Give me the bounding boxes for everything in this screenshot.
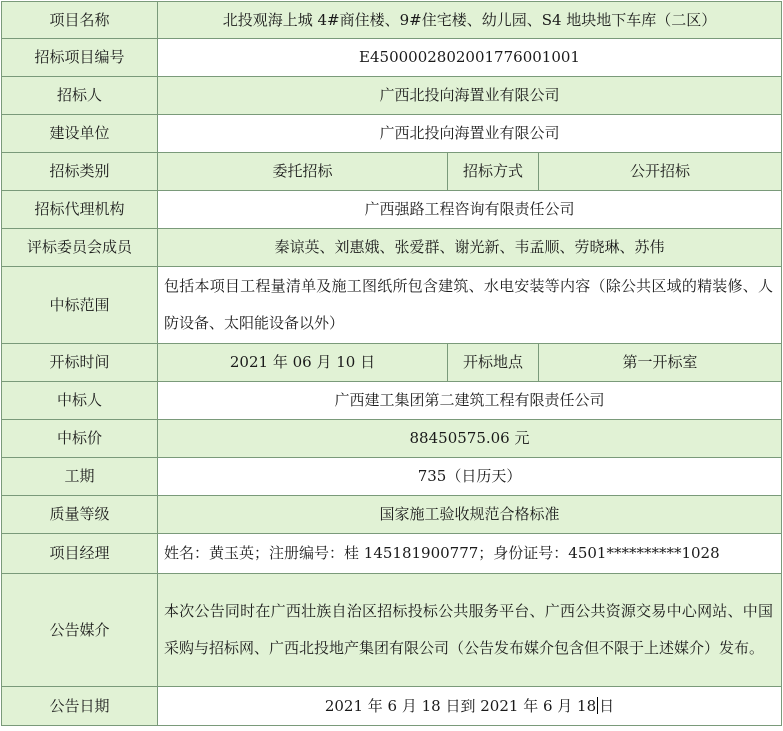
label-manager: 项目经理: [2, 534, 158, 574]
value-winner: 广西建工集团第二建筑工程有限责任公司: [158, 382, 782, 420]
label-builder: 建设单位: [2, 115, 158, 153]
value-quality: 国家施工验收规范合格标准: [158, 496, 782, 534]
label-tender-no: 招标项目编号: [2, 39, 158, 77]
row-notice-date: [2, 687, 782, 726]
label-committee: 评标委员会成员: [2, 229, 158, 267]
row-manager: [2, 534, 782, 574]
award-notice-table: [1, 1, 782, 726]
label-scope: 中标范围: [2, 267, 158, 344]
row-committee: [2, 229, 782, 267]
value-scope: 包括本项目工程量清单及施工图纸所包含建筑、水电安装等内容（除公共区域的精装修、人防设备、太阳能设备以外）: [158, 267, 782, 344]
label-quality: 质量等级: [2, 496, 158, 534]
value-notice-date: [158, 687, 782, 726]
value-opening-place: 第一开标室: [539, 344, 782, 382]
label-tender-method: 招标方式: [448, 153, 539, 191]
value-agency: 广西强路工程咨询有限责任公司: [158, 191, 782, 229]
label-project-name: 项目名称: [2, 2, 158, 39]
value-builder: 广西北投向海置业有限公司: [158, 115, 782, 153]
row-period: [2, 458, 782, 496]
row-scope: [2, 267, 782, 344]
row-opening: [2, 344, 782, 382]
label-notice-date: 公告日期: [2, 687, 158, 726]
value-tender-method: 公开招标: [539, 153, 782, 191]
label-media: 公告媒介: [2, 574, 158, 687]
text-cursor: [597, 697, 598, 714]
row-tender-type: [2, 153, 782, 191]
row-builder: [2, 115, 782, 153]
label-agency: 招标代理机构: [2, 191, 158, 229]
row-quality: [2, 496, 782, 534]
value-tenderer: 广西北投向海置业有限公司: [158, 77, 782, 115]
row-tenderer: [2, 77, 782, 115]
label-tenderer: 招标人: [2, 77, 158, 115]
row-agency: [2, 191, 782, 229]
label-price: 中标价: [2, 420, 158, 458]
label-opening-place: 开标地点: [448, 344, 539, 382]
value-opening-time: 2021 年 06 月 10 日: [158, 344, 448, 382]
value-manager: 姓名：黄玉英；注册编号：桂 145181900777；身份证号：4501**********1028: [158, 534, 782, 574]
value-media: 本次公告同时在广西壮族自治区招标投标公共服务平台、广西公共资源交易中心网站、中国采购与招标网、广西北投地产集团有限公司（公告发布媒介包含但不限于上述媒介）发布。: [158, 574, 782, 687]
value-project-name: 北投观海上城 4#商住楼、9#住宅楼、幼儿园、S4 地块地下车库（二区）: [158, 2, 782, 39]
label-tender-type: 招标类别: [2, 153, 158, 191]
row-winner: [2, 382, 782, 420]
value-tender-no: E4500002802001776001001: [158, 39, 782, 77]
value-price: 88450575.06 元: [158, 420, 782, 458]
value-period: 735（日历天）: [158, 458, 782, 496]
label-opening-time: 开标时间: [2, 344, 158, 382]
value-committee: 秦谅英、刘惠娥、张爱群、谢光新、韦孟顺、劳晓琳、苏伟: [158, 229, 782, 267]
notice-date-suffix: 日: [599, 696, 615, 715]
notice-date-range: 2021 年 6 月 18 日到 2021 年 6 月 18: [324, 696, 597, 715]
row-price: [2, 420, 782, 458]
value-tender-type: 委托招标: [158, 153, 448, 191]
row-project-name: [2, 2, 782, 39]
row-media: [2, 574, 782, 687]
label-period: 工期: [2, 458, 158, 496]
row-tender-no: [2, 39, 782, 77]
label-winner: 中标人: [2, 382, 158, 420]
